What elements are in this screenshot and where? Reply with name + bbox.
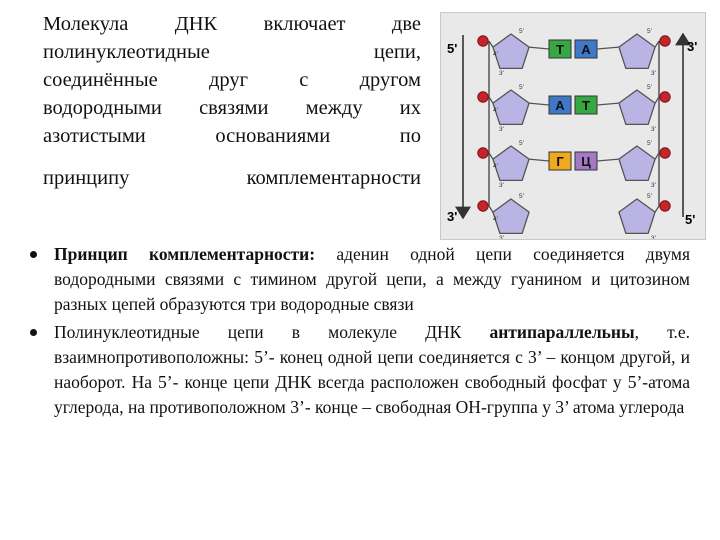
- glycosidic-bond: [529, 159, 549, 161]
- carbon-position-label: 5': [519, 28, 524, 35]
- left-deoxyribose: [493, 146, 529, 180]
- right-base-letter: Ц: [581, 154, 591, 169]
- left-phosphate-group: [478, 92, 488, 102]
- right-base-letter: Т: [582, 98, 590, 113]
- glycosidic-bond: [529, 103, 549, 105]
- glycosidic-bond: [597, 47, 619, 49]
- dna-structure-diagram: [440, 12, 706, 240]
- glycosidic-bond: [597, 159, 619, 161]
- right-strand-5prime-label: 5': [685, 212, 696, 227]
- left-base-letter: Г: [556, 154, 564, 169]
- intro-paragraph: [43, 10, 421, 198]
- left-phosphate-group: [478, 201, 488, 211]
- left-deoxyribose: [493, 90, 529, 124]
- carbon-position-label: 4': [493, 107, 498, 114]
- carbon-position-label: 5': [647, 84, 652, 91]
- right-phosphate-group: [660, 201, 670, 211]
- right-base-letter: А: [581, 42, 591, 57]
- carbon-position-label: 5': [519, 84, 524, 91]
- left-strand-3prime-label: 3': [447, 209, 458, 224]
- intro-line: соединённые друг с другом: [43, 69, 421, 91]
- bullet-text-post: , т.е. взаимнопротивоположны: 5’- конец одной цепи соединяется с 3’ – концом другой, и наоборот. На 5’- конце цепи ДНК всегда расположен свободный фосфат у 5’-атома углерода, на противоположном 3’- конце – свободная ОН-группа у 3’ атома углерода: [54, 321, 690, 418]
- right-phosphate-group: [660, 148, 670, 158]
- left-deoxyribose: [493, 199, 529, 233]
- carbon-position-label: 5': [647, 140, 652, 147]
- carbon-position-label: 5': [647, 193, 652, 200]
- intro-line: полинуклеотидные цепи,: [43, 41, 421, 63]
- carbon-position-label: 3': [499, 70, 504, 77]
- carbon-position-label: 3': [499, 126, 504, 133]
- carbon-position-label: 5': [519, 140, 524, 147]
- carbon-position-label: 3': [651, 70, 656, 77]
- carbon-position-label: 4': [493, 163, 498, 170]
- intro-line: водородными связями между их: [43, 97, 421, 119]
- right-deoxyribose: [619, 146, 655, 180]
- left-deoxyribose: [493, 34, 529, 68]
- carbon-position-label: 4': [493, 51, 498, 58]
- intro-line: азотистыми основаниями по: [43, 125, 421, 147]
- carbon-position-label: 3': [651, 235, 656, 239]
- carbon-position-label: 5': [647, 28, 652, 35]
- carbon-position-label: 3': [651, 182, 656, 189]
- bullet-dot: [30, 251, 37, 258]
- right-deoxyribose: [619, 34, 655, 68]
- bullet-text: аденин одной цепи соединяется двумя водородными связями с тимином другой цепи, а между гуанином и цитозином разных цепей образуются три водородные связи: [54, 244, 690, 315]
- right-phosphate-group: [660, 92, 670, 102]
- bullet-text-pre: Полинуклеотидные цепи в молекуле ДНК: [54, 321, 490, 342]
- intro-line: принципу комплементарности: [43, 167, 421, 189]
- intro-line: Молекула ДНК включает две: [43, 13, 421, 35]
- left-phosphodiester-bond: [489, 206, 493, 212]
- left-phosphate-group: [478, 148, 488, 158]
- bullet-bold-term: антипараллельны: [489, 321, 635, 342]
- glycosidic-bond: [529, 47, 549, 49]
- carbon-position-label: 3': [651, 126, 656, 133]
- right-deoxyribose: [619, 90, 655, 124]
- right-strand-3prime-label: 3': [687, 39, 698, 54]
- carbon-position-label: 5': [519, 193, 524, 200]
- bullet-list: [30, 242, 690, 422]
- carbon-position-label: 3': [499, 182, 504, 189]
- carbon-position-label: 4': [493, 216, 498, 223]
- left-phosphate-group: [478, 36, 488, 46]
- bullet-bold-term: Принцип комплементарности:: [54, 244, 316, 264]
- left-base-letter: Т: [556, 42, 564, 57]
- bullet-dot: [30, 329, 37, 336]
- left-strand-5prime-label: 5': [447, 41, 458, 56]
- carbon-position-label: 3': [499, 235, 504, 239]
- right-phosphate-group: [660, 36, 670, 46]
- right-phosphodiester-bond: [655, 206, 659, 212]
- glycosidic-bond: [597, 103, 619, 105]
- dna-diagram-svg: [441, 13, 705, 239]
- left-base-letter: А: [555, 98, 565, 113]
- right-deoxyribose: [619, 199, 655, 233]
- bullet-item-antiparallel: [30, 320, 690, 421]
- bullet-item-complementarity: [30, 242, 690, 318]
